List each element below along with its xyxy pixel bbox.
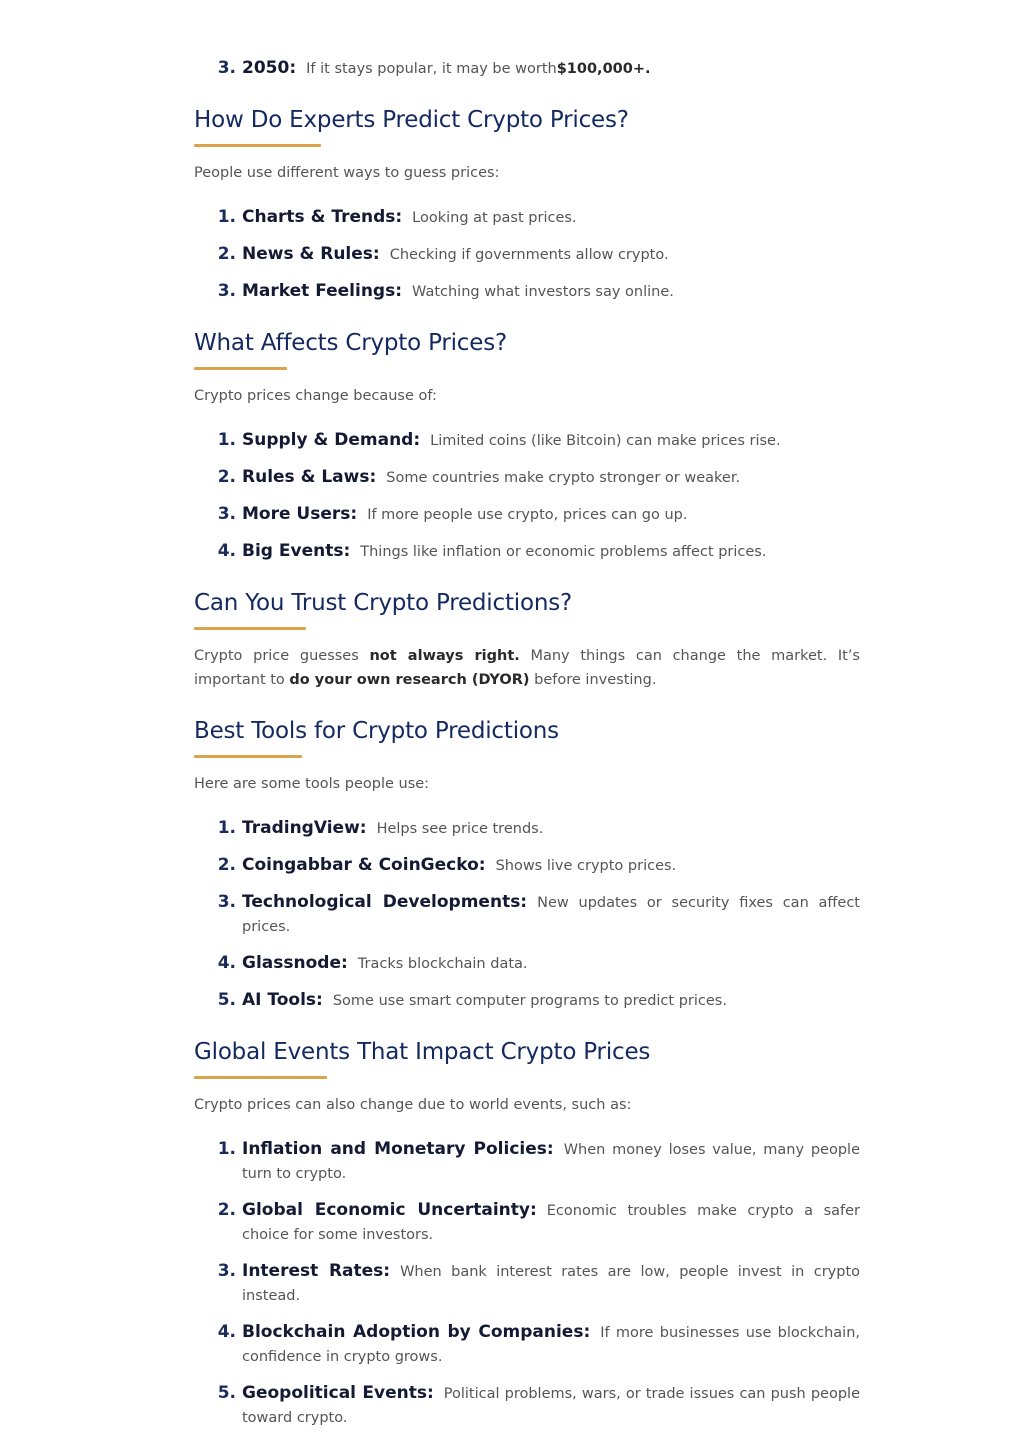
numbered-list [194, 816, 860, 1013]
list-item [214, 853, 860, 878]
list-number: 4. [217, 1322, 236, 1342]
section-heading: What Affects Crypto Prices? [194, 330, 507, 356]
list-desc: If it stays popular, it may be worth [306, 61, 557, 77]
list-term: More Users: [242, 504, 358, 524]
paragraph-text: Many things can change the market. It’s important to [194, 648, 860, 688]
list-term: Charts & Trends: [242, 207, 403, 227]
list-term: 2050: [242, 58, 297, 78]
list-term: Global Economic Uncertainty: [242, 1200, 537, 1220]
paragraph-text: before investing. [529, 672, 657, 688]
list-desc: Some countries make crypto stronger or weaker. [386, 470, 741, 486]
list-number: 1. [217, 430, 236, 450]
paragraph-emphasis: do your own research (DYOR) [289, 672, 530, 688]
section-heading: How Do Experts Predict Crypto Prices? [194, 107, 629, 133]
price-value: $100,000+. [556, 61, 651, 77]
list-desc: Checking if governments allow crypto. [389, 247, 669, 263]
list-desc: Economic troubles make crypto a safer choice for some investors. [242, 1203, 860, 1243]
list-item [214, 539, 860, 564]
section-best-tools [194, 716, 860, 1013]
list-item [214, 1137, 860, 1186]
list-item [214, 1198, 860, 1247]
numbered-list [194, 428, 860, 564]
heading-underline [194, 144, 321, 147]
list-number: 3. [217, 504, 236, 524]
list-term: TradingView: [242, 818, 367, 838]
list-term: Market Feelings: [242, 281, 403, 301]
heading-underline [194, 755, 302, 758]
list-item [214, 56, 860, 81]
list-term: News & Rules: [242, 244, 380, 264]
list-term: Interest Rates: [242, 1261, 391, 1281]
list-desc: Political problems, wars, or trade issues can push people toward crypto. [242, 1386, 860, 1426]
continuation-list [194, 56, 860, 81]
list-term: Coingabbar & CoinGecko: [242, 855, 486, 875]
list-number: 2. [217, 1200, 236, 1220]
paragraph-text: Crypto price guesses [194, 648, 370, 664]
numbered-list [194, 1137, 860, 1430]
paragraph-emphasis: not always right. [369, 648, 520, 664]
list-desc: Things like inflation or economic problems affect prices. [360, 544, 767, 560]
list-item [214, 465, 860, 490]
section-intro: Crypto prices can also change due to world events, such as: [194, 1097, 632, 1113]
list-term: Big Events: [242, 541, 351, 561]
list-item [214, 1381, 860, 1430]
list-number: 4. [217, 953, 236, 973]
list-term: Inflation and Monetary Policies: [242, 1139, 554, 1159]
list-desc: If more people use crypto, prices can go up. [367, 507, 688, 523]
list-number: 3. [217, 281, 236, 301]
list-desc: If more businesses use blockchain, confidence in crypto grows. [242, 1325, 860, 1365]
list-number: 1. [217, 1139, 236, 1159]
article-body [194, 56, 860, 1442]
section-affects-prices [194, 328, 860, 564]
list-term: AI Tools: [242, 990, 323, 1010]
list-desc: Watching what investors say online. [412, 284, 674, 300]
list-desc: Looking at past prices. [412, 210, 577, 226]
list-item [214, 1320, 860, 1369]
list-item [214, 279, 860, 304]
section-paragraph [194, 644, 860, 692]
list-number: 5. [217, 990, 236, 1010]
section-trust-predictions [194, 588, 860, 692]
list-item [214, 205, 860, 230]
list-item [214, 890, 860, 939]
list-number: 3. [217, 892, 236, 912]
list-desc: New updates or security fixes can affect prices. [242, 895, 860, 935]
list-number: 2. [217, 855, 236, 875]
heading-underline [194, 1076, 327, 1079]
list-term: Supply & Demand: [242, 430, 421, 450]
list-desc: Limited coins (like Bitcoin) can make prices rise. [430, 433, 781, 449]
list-item [214, 951, 860, 976]
list-item [214, 816, 860, 841]
list-desc: Tracks blockchain data. [357, 956, 528, 972]
section-global-events [194, 1037, 860, 1430]
list-item [214, 242, 860, 267]
list-number: 2. [217, 467, 236, 487]
section-intro: Here are some tools people use: [194, 776, 430, 792]
section-heading: Global Events That Impact Crypto Prices [194, 1039, 651, 1065]
numbered-list [194, 205, 860, 304]
section-heading: Best Tools for Crypto Predictions [194, 718, 559, 744]
list-item [214, 988, 860, 1013]
list-number: 5. [217, 1383, 236, 1403]
list-number: 3. [217, 1261, 236, 1281]
list-number: 3. [217, 58, 236, 78]
list-desc: When bank interest rates are low, people invest in crypto instead. [242, 1264, 861, 1304]
list-item [214, 502, 860, 527]
list-number: 1. [217, 818, 236, 838]
list-desc: When money loses value, many people turn to crypto. [242, 1142, 860, 1182]
section-intro: Crypto prices change because of: [194, 388, 437, 404]
list-number: 1. [217, 207, 236, 227]
list-term: Blockchain Adoption by Companies: [242, 1322, 591, 1342]
list-desc: Helps see price trends. [376, 821, 544, 837]
list-term: Glassnode: [242, 953, 348, 973]
section-heading: Can You Trust Crypto Predictions? [194, 590, 572, 616]
section-expert-predictions [194, 105, 860, 304]
list-number: 2. [217, 244, 236, 264]
list-item [214, 1259, 860, 1308]
list-desc: Some use smart computer programs to predict prices. [332, 993, 727, 1009]
list-term: Geopolitical Events: [242, 1383, 434, 1403]
section-intro: People use different ways to guess prices: [194, 165, 500, 181]
list-term: Technological Developments: [242, 892, 528, 912]
list-term: Rules & Laws: [242, 467, 377, 487]
heading-underline [194, 367, 287, 370]
heading-underline [194, 627, 306, 630]
list-item [214, 428, 860, 453]
list-desc: Shows live crypto prices. [495, 858, 677, 874]
list-number: 4. [217, 541, 236, 561]
